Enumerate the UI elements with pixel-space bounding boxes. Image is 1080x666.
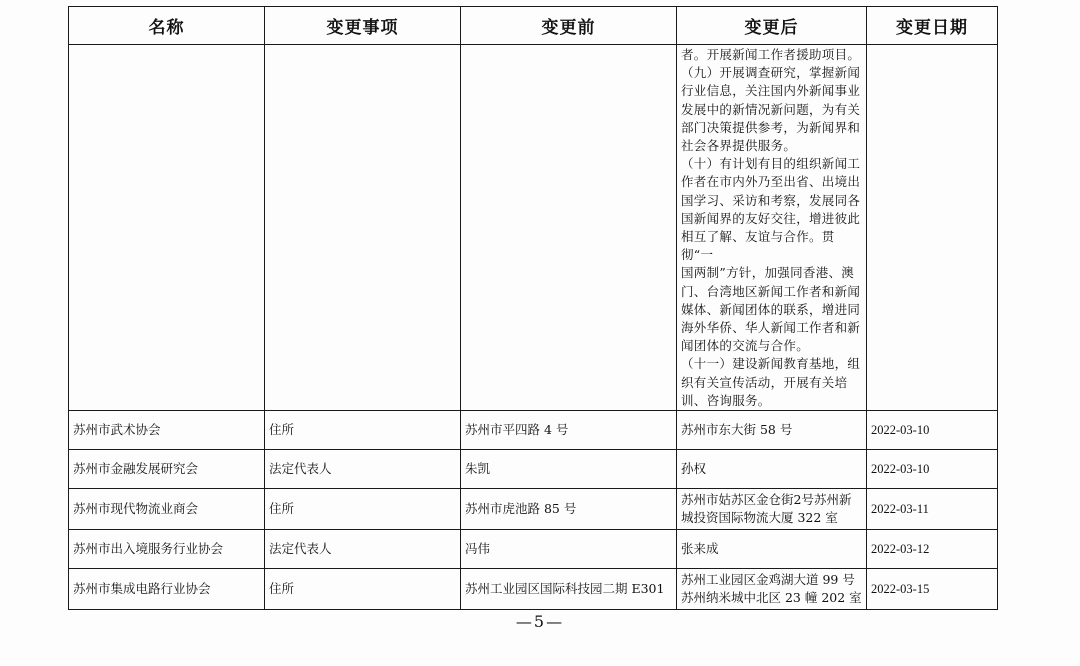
cell-name: 苏州市武术协会 [69, 411, 265, 450]
cell-name: 苏州市现代物流业商会 [69, 489, 265, 530]
cell-after: 苏州工业园区金鸡湖大道 99 号苏州纳米城中北区 23 幢 202 室 [677, 569, 867, 610]
cell-after: 张来成 [677, 530, 867, 569]
cell-date [867, 45, 998, 411]
cell-after: 苏州市东大街 58 号 [677, 411, 867, 450]
page-number: —5— [515, 612, 565, 631]
continuation-text: 者。开展新闻工作者援助项目。 （九）开展调查研究，掌握新闻 行业信息，关注国内外新闻事业 发展中的新情况新问题，为有关 部门决策提供参考，为新闻界和 社会各界提供服务。 （十）有计划有目的组织新闻工 作者在市内外乃至出省、出境出 国学习、采访和考察，发展同各 国新闻界的友好交往，增进彼此 相互了解、友谊与合作。贯彻“一 国两制”方针，加强同香港、澳 门、台湾地区新闻工作者和新闻 媒体、新闻团体的联系，增进同 海外华侨、华人新闻工作者和新 闻团体的交流与合作。 （十一）建设新闻教育基地，组 织有关宣传活动，开展有关培 训、咨询服务。 [681, 47, 861, 408]
cell-item [265, 45, 461, 411]
cell-name: 苏州市金融发展研究会 [69, 450, 265, 489]
header-change-date: 变更日期 [867, 7, 998, 45]
cell-item: 住所 [265, 411, 461, 450]
cell-item: 法定代表人 [265, 450, 461, 489]
cell-after: 孙权 [677, 450, 867, 489]
cell-item: 住所 [265, 569, 461, 610]
cell-after: 苏州市姑苏区金仓街2号苏州新城投资国际物流大厦 322 室 [677, 489, 867, 530]
header-name: 名称 [69, 7, 265, 45]
cell-name: 苏州市出入境服务行业协会 [69, 530, 265, 569]
table-row [69, 450, 998, 489]
table-row [69, 569, 998, 610]
cell-date: 2022-03-11 [867, 489, 998, 530]
cell-item: 住所 [265, 489, 461, 530]
cell-before: 苏州工业园区国际科技园二期 E301 [461, 569, 677, 610]
cell-date: 2022-03-15 [867, 569, 998, 610]
cell-before [461, 45, 677, 411]
cell-date: 2022-03-10 [867, 411, 998, 450]
table-row-continuation [69, 45, 998, 411]
cell-name [69, 45, 265, 411]
cell-item: 法定代表人 [265, 530, 461, 569]
cell-date: 2022-03-10 [867, 450, 998, 489]
change-record-table [68, 6, 998, 610]
header-after: 变更后 [677, 7, 867, 45]
header-before: 变更前 [461, 7, 677, 45]
table-row [69, 411, 998, 450]
header-change-item: 变更事项 [265, 7, 461, 45]
cell-before: 苏州市平四路 4 号 [461, 411, 677, 450]
cell-name: 苏州市集成电路行业协会 [69, 569, 265, 610]
cell-before: 苏州市虎池路 85 号 [461, 489, 677, 530]
cell-before: 朱凯 [461, 450, 677, 489]
table-row [69, 489, 998, 530]
cell-before: 冯伟 [461, 530, 677, 569]
table-header-row [69, 7, 998, 45]
cell-after [677, 45, 867, 411]
cell-date: 2022-03-12 [867, 530, 998, 569]
table-row [69, 530, 998, 569]
